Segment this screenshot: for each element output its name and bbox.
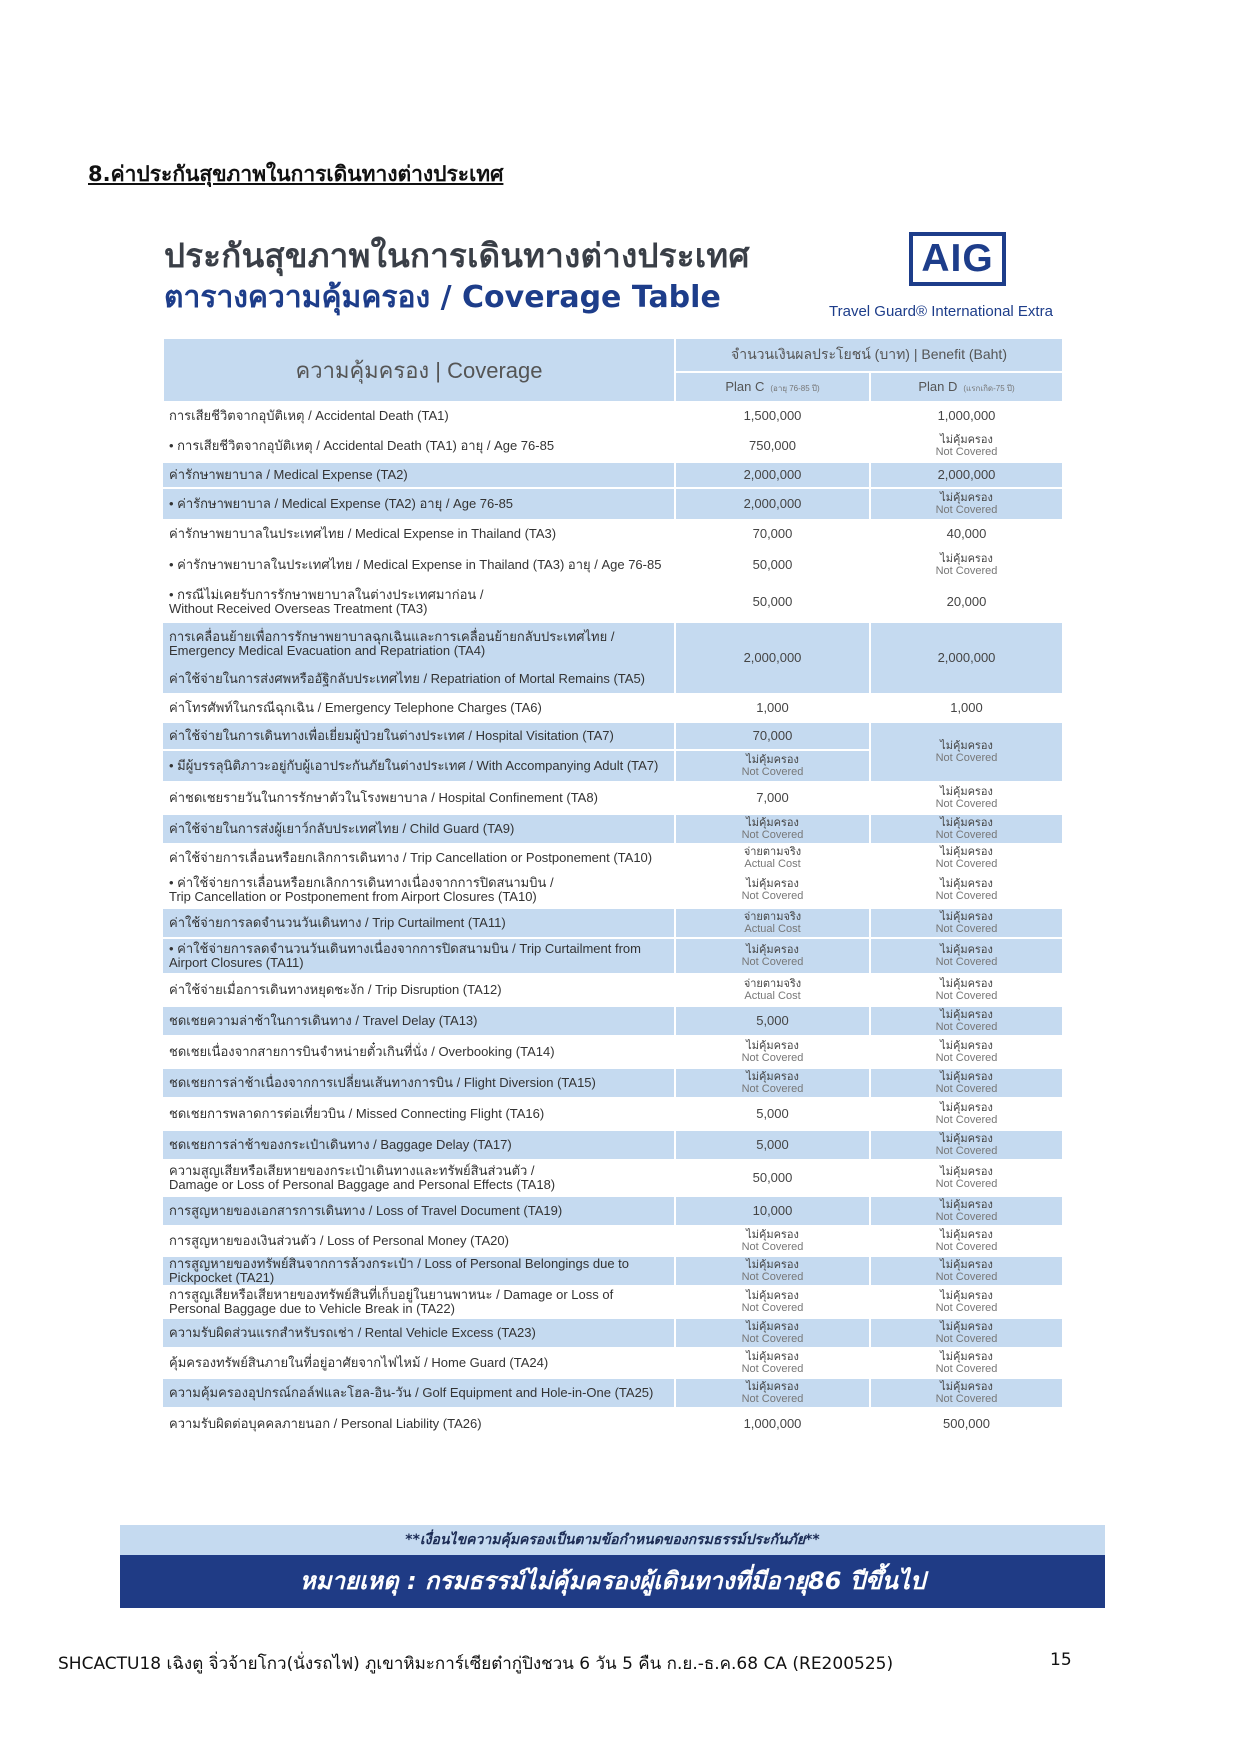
benefit-status: ไม่คุ้มครอง — [940, 878, 993, 890]
plan-c-value — [675, 1318, 870, 1348]
coverage-label — [163, 1160, 675, 1196]
plan-d-value — [870, 1098, 1063, 1130]
benefit-status: ไม่คุ้มครอง — [940, 434, 993, 446]
coverage-label-text: การเคลื่อนย้ายเพื่อการรักษาพยาบาลฉุกเฉินและการเคลื่อนย้ายกลับประเทศไทย / — [169, 629, 615, 644]
coverage-label-text: ค่าโทรศัพท์ในกรณีฉุกเฉิน / Emergency Telephone Charges (TA6) — [169, 700, 542, 715]
plan-d-value — [870, 1348, 1063, 1378]
title-block — [164, 236, 750, 320]
benefit-status: ไม่คุ้มครอง — [940, 817, 993, 829]
plan-d-value — [870, 722, 1063, 782]
plan-d-value: 1,000,000 — [870, 402, 1063, 430]
coverage-label — [163, 1256, 675, 1286]
benefit-status: ไม่คุ้มครอง — [940, 1199, 993, 1211]
benefit-status: ไม่คุ้มครอง — [746, 1351, 799, 1363]
coverage-label — [163, 430, 675, 462]
benefit-status: ไม่คุ้มครอง — [940, 1071, 993, 1083]
coverage-label-text: ความสูญเสียหรือเสียหายของกระเป๋าเดินทางและทรัพย์สินส่วนตัว / — [169, 1163, 535, 1178]
benefit-status-en: Not Covered — [935, 565, 998, 577]
benefit-status-en: Not Covered — [741, 1363, 804, 1375]
benefit-status-en: Not Covered — [741, 1241, 804, 1253]
plan-c-value: 5,000 — [675, 1130, 870, 1160]
coverage-label-text: Damage or Loss of Personal Baggage and Personal Effects (TA18) — [169, 1177, 556, 1192]
table-row — [163, 974, 1063, 1006]
table-row — [163, 1226, 1063, 1256]
plan-c-value: 70,000 — [675, 722, 870, 750]
coverage-label-text: ค่ารักษาพยาบาลในประเทศไทย / Medical Expense in Thailand (TA3) — [169, 526, 557, 541]
coverage-label — [163, 1098, 675, 1130]
table-row — [163, 1068, 1063, 1098]
coverage-label-text: • ค่าใช้จ่ายการลดจำนวนวันเดินทางเนื่องจากการปิดสนามบิน / Trip Curtailment from — [169, 941, 641, 956]
coverage-label-text: Without Received Overseas Treatment (TA3) — [169, 601, 428, 616]
table-row — [163, 1196, 1063, 1226]
plan-d-value — [870, 872, 1063, 908]
table-row — [163, 1408, 1063, 1440]
coverage-label — [163, 750, 675, 782]
table-row — [163, 694, 1063, 722]
coverage-label — [163, 814, 675, 844]
coverage-label — [163, 488, 675, 520]
coverage-label — [163, 782, 675, 814]
coverage-label — [163, 582, 675, 622]
plan-c-value — [675, 908, 870, 938]
plan-d-value — [870, 1226, 1063, 1256]
header-plan-c — [675, 372, 870, 402]
benefit-status-en: Not Covered — [741, 1083, 804, 1095]
benefit-status-en: Not Covered — [935, 990, 998, 1002]
benefit-status-en: Not Covered — [935, 1021, 998, 1033]
plan-d-value — [870, 1318, 1063, 1348]
benefit-status: ไม่คุ้มครอง — [746, 1040, 799, 1052]
plan-c-value — [675, 1036, 870, 1068]
plan-c-value: 1,000,000 — [675, 1408, 870, 1440]
benefit-status-en: Not Covered — [935, 1393, 998, 1405]
plan-d-value — [870, 908, 1063, 938]
coverage-label — [163, 1286, 675, 1318]
benefit-status: ไม่คุ้มครอง — [940, 1229, 993, 1241]
plan-d-value — [870, 1196, 1063, 1226]
plan-d-value — [870, 814, 1063, 844]
coverage-label-text: ค่าใช้จ่ายการเลื่อนหรือยกเลิกการเดินทาง / Trip Cancellation or Postponement (TA10) — [169, 850, 653, 865]
coverage-label — [163, 1408, 675, 1440]
benefit-status-en: Not Covered — [935, 890, 998, 902]
coverage-table-body — [163, 402, 1063, 1440]
benefit-status-en: Not Covered — [935, 829, 998, 841]
plan-d-value — [870, 1130, 1063, 1160]
coverage-label — [163, 844, 675, 872]
coverage-label-text: ค่าใช้จ่ายในการส่งผู้เยาว์กลับประเทศไทย / Child Guard (TA9) — [169, 821, 515, 836]
plan-c-value: 70,000 — [675, 520, 870, 548]
coverage-label-text: ค่าใช้จ่ายในการส่งศพหรืออัฐิกลับประเทศไทย / Repatriation of Mortal Remains (TA5) — [169, 671, 645, 686]
table-row — [163, 908, 1063, 938]
plan-c-value — [675, 974, 870, 1006]
plan-d-value: 2,000,000 — [870, 462, 1063, 488]
benefit-status: จ่ายตามจริง — [743, 978, 802, 990]
benefit-status-en: Not Covered — [935, 1083, 998, 1095]
plan-c-value — [675, 1378, 870, 1408]
benefit-status: ไม่คุ้มครอง — [940, 1259, 993, 1271]
coverage-label — [163, 722, 675, 750]
coverage-label-text: การสูญหายของทรัพย์สินจากการล้วงกระเป๋า / Loss of Personal Belongings due to — [169, 1256, 630, 1271]
coverage-label-text: การสูญหายของเงินส่วนตัว / Loss of Personal Money (TA20) — [169, 1233, 509, 1248]
plan-d-value — [870, 1068, 1063, 1098]
header-benefit: จำนวนเงินผลประโยชน์ (บาท) | Benefit (Baht) — [675, 338, 1063, 372]
plan-d-value — [870, 548, 1063, 582]
coverage-label-text: Trip Cancellation or Postponement from Airport Closures (TA10) — [169, 889, 537, 904]
benefit-status-en: Not Covered — [935, 1114, 998, 1126]
plan-d-value — [870, 1036, 1063, 1068]
benefit-status-en: Not Covered — [741, 829, 804, 841]
benefit-status-en: Not Covered — [935, 1241, 998, 1253]
benefit-status: ไม่คุ้มครอง — [940, 1381, 993, 1393]
plan-d-value — [870, 938, 1063, 974]
coverage-label-text: การสูญหายของเอกสารการเดินทาง / Loss of Travel Document (TA19) — [169, 1203, 563, 1218]
benefit-status: ไม่คุ้มครอง — [940, 492, 993, 504]
age-limit-banner: หมายเหตุ : กรมธรรม์ไม่คุ้มครองผู้เดินทางที่มีอายุ86 ปีขึ้นไป — [120, 1555, 1105, 1608]
benefit-status: ไม่คุ้มครอง — [746, 1229, 799, 1241]
coverage-label-text: ชดเชยเนื่องจากสายการบินจำหน่ายตั๋วเกินที่นั่ง / Overbooking (TA14) — [169, 1044, 555, 1059]
plan-c-value: 50,000 — [675, 1160, 870, 1196]
table-row — [163, 722, 1063, 750]
plan-c-value — [675, 1068, 870, 1098]
coverage-label — [163, 1130, 675, 1160]
plan-d-value — [870, 1006, 1063, 1036]
coverage-label — [163, 1348, 675, 1378]
plan-d-value: 20,000 — [870, 582, 1063, 622]
benefit-status-en: Not Covered — [741, 956, 804, 968]
benefit-status: จ่ายตามจริง — [743, 911, 802, 923]
benefit-status: ไม่คุ้มครอง — [746, 754, 799, 766]
benefit-status: ไม่คุ้มครอง — [940, 740, 993, 752]
benefit-status-en: Not Covered — [935, 1333, 998, 1345]
plan-c-value — [675, 872, 870, 908]
benefit-status: ไม่คุ้มครอง — [746, 1381, 799, 1393]
plan-d-value: 1,000 — [870, 694, 1063, 722]
plan-d-note: (แรกเกิด-75 ปี) — [963, 384, 1015, 393]
benefit-status: ไม่คุ้มครอง — [940, 553, 993, 565]
table-row — [163, 1378, 1063, 1408]
benefit-status-en: Not Covered — [935, 752, 998, 764]
benefit-status-en: Not Covered — [935, 1178, 998, 1190]
benefit-status: ไม่คุ้มครอง — [940, 944, 993, 956]
table-row — [163, 1036, 1063, 1068]
table-row — [163, 488, 1063, 520]
benefit-status-en: Not Covered — [935, 1052, 998, 1064]
plan-c-value: 2,000,000 — [675, 622, 870, 694]
coverage-label-text: ชดเชยความล่าช้าในการเดินทาง / Travel Delay (TA13) — [169, 1013, 478, 1028]
page-footer: SHCACTU18 เฉิงตู จิ่วจ้ายโกว(นั่งรถไฟ) ภูเขาหิมะการ์เซียต๋ากู่ปิงชวน 6 วัน 5 คืน ก.ย.-ธ.ค.68 CA (RE200525) — [58, 1654, 894, 1674]
page-number: 15 — [1050, 1650, 1072, 1670]
benefit-status-en: Not Covered — [741, 1393, 804, 1405]
policy-conditions-note: **เงื่อนไขความคุ้มครองเป็นตามข้อกำหนดของกรมธรรม์ประกันภัย** — [120, 1525, 1105, 1555]
coverage-label — [163, 548, 675, 582]
benefit-status: ไม่คุ้มครอง — [940, 846, 993, 858]
coverage-label-text: Airport Closures (TA11) — [169, 955, 304, 970]
coverage-label — [163, 462, 675, 488]
coverage-label — [163, 1378, 675, 1408]
plan-c-value — [675, 844, 870, 872]
benefit-status: ไม่คุ้มครอง — [746, 878, 799, 890]
benefit-status: จ่ายตามจริง — [743, 846, 802, 858]
coverage-label-text: ชดเชยการล่าช้าเนื่องจากการเปลี่ยนเส้นทางการบิน / Flight Diversion (TA15) — [169, 1075, 596, 1090]
plan-d-value — [870, 1160, 1063, 1196]
table-row — [163, 548, 1063, 582]
plan-c-label: Plan C — [725, 379, 765, 394]
header-coverage: ความคุ้มครอง | Coverage — [163, 338, 675, 402]
table-row — [163, 814, 1063, 844]
benefit-status-en: Actual Cost — [744, 858, 801, 870]
table-row — [163, 782, 1063, 814]
benefit-status: ไม่คุ้มครอง — [940, 1351, 993, 1363]
plan-c-value: 2,000,000 — [675, 462, 870, 488]
plan-c-value: 50,000 — [675, 548, 870, 582]
benefit-status-en: Not Covered — [741, 766, 804, 778]
table-row — [163, 1130, 1063, 1160]
coverage-label-text: • มีผู้บรรลุนิติภาวะอยู่กับผู้เอาประกันภัยในต่างประเทศ / With Accompanying Adult (TA7) — [169, 758, 659, 773]
benefit-status: ไม่คุ้มครอง — [940, 1102, 993, 1114]
plan-d-value — [870, 430, 1063, 462]
coverage-label-text: ชดเชยการพลาดการต่อเที่ยวบิน / Missed Connecting Flight (TA16) — [169, 1106, 545, 1121]
benefit-status: ไม่คุ้มครอง — [746, 817, 799, 829]
plan-d-value — [870, 782, 1063, 814]
coverage-label — [163, 1226, 675, 1256]
coverage-table — [162, 337, 1064, 1441]
plan-c-value: 10,000 — [675, 1196, 870, 1226]
coverage-label-text: ความรับผิดต่อบุคคลภายนอก / Personal Liability (TA26) — [169, 1416, 482, 1431]
plan-d-value — [870, 844, 1063, 872]
coverage-label-text: • การเสียชีวิตจากอุบัติเหตุ / Accidental Death (TA1) อายุ / Age 76-85 — [169, 438, 555, 453]
plan-d-value — [870, 974, 1063, 1006]
coverage-label-text: • ค่ารักษาพยาบาล / Medical Expense (TA2) อายุ / Age 76-85 — [169, 496, 514, 511]
benefit-status: ไม่คุ้มครอง — [940, 1166, 993, 1178]
coverage-label — [163, 1068, 675, 1098]
benefit-status: ไม่คุ้มครอง — [746, 1071, 799, 1083]
table-row — [163, 1286, 1063, 1318]
plan-c-value: 750,000 — [675, 430, 870, 462]
coverage-label-text: • ค่าใช้จ่ายการเลื่อนหรือยกเลิกการเดินทางเนื่องจากการปิดสนามบิน / — [169, 875, 554, 890]
benefit-status-en: Not Covered — [935, 956, 998, 968]
plan-c-value — [675, 1286, 870, 1318]
coverage-label-text: การเสียชีวิตจากอุบัติเหตุ / Accidental Death (TA1) — [169, 408, 449, 423]
plan-c-value: 1,500,000 — [675, 402, 870, 430]
table-row — [163, 462, 1063, 488]
coverage-label-text: ค่าใช้จ่ายในการเดินทางเพื่อเยี่ยมผู้ป่วยในต่างประเทศ / Hospital Visitation (TA7) — [169, 728, 614, 743]
plan-c-value — [675, 938, 870, 974]
plan-d-value: 2,000,000 — [870, 622, 1063, 694]
coverage-label-text: Pickpocket (TA21) — [169, 1270, 275, 1285]
benefit-status-en: Not Covered — [935, 923, 998, 935]
benefit-status-en: Not Covered — [935, 1271, 998, 1283]
plan-c-value: 5,000 — [675, 1098, 870, 1130]
benefit-status-en: Not Covered — [935, 1302, 998, 1314]
plan-c-value: 50,000 — [675, 582, 870, 622]
benefit-status: ไม่คุ้มครอง — [746, 1259, 799, 1271]
benefit-status: ไม่คุ้มครอง — [746, 944, 799, 956]
table-row — [163, 1318, 1063, 1348]
benefit-status: ไม่คุ้มครอง — [940, 911, 993, 923]
coverage-label — [163, 694, 675, 722]
coverage-label-text: • ค่ารักษาพยาบาลในประเทศไทย / Medical Expense in Thailand (TA3) อายุ / Age 76-85 — [169, 557, 662, 572]
coverage-label — [163, 974, 675, 1006]
plan-d-value — [870, 1256, 1063, 1286]
benefit-status: ไม่คุ้มครอง — [940, 786, 993, 798]
coverage-label — [163, 402, 675, 430]
benefit-status: ไม่คุ้มครอง — [940, 1133, 993, 1145]
benefit-status-en: Actual Cost — [744, 923, 801, 935]
benefit-status: ไม่คุ้มครอง — [746, 1321, 799, 1333]
plan-c-value — [675, 1256, 870, 1286]
coverage-label-text: ค่ารักษาพยาบาล / Medical Expense (TA2) — [169, 467, 408, 482]
benefit-status-en: Not Covered — [935, 1363, 998, 1375]
benefit-status: ไม่คุ้มครอง — [940, 1040, 993, 1052]
coverage-label — [163, 622, 675, 694]
plan-d-value — [870, 1286, 1063, 1318]
benefit-status-en: Not Covered — [741, 1271, 804, 1283]
plan-c-value — [675, 1226, 870, 1256]
coverage-label-text: การสูญเสียหรือเสียหายของทรัพย์สินที่เก็บอยู่ในยานพาหนะ / Damage or Loss of — [169, 1287, 614, 1302]
coverage-label — [163, 872, 675, 908]
table-row — [163, 430, 1063, 462]
table-row — [163, 402, 1063, 430]
plan-d-label: Plan D — [918, 379, 958, 394]
plan-c-value: 1,000 — [675, 694, 870, 722]
plan-c-value: 7,000 — [675, 782, 870, 814]
benefit-status: ไม่คุ้มครอง — [940, 1009, 993, 1021]
table-row — [163, 1256, 1063, 1286]
table-row — [163, 1160, 1063, 1196]
benefit-status-en: Not Covered — [935, 446, 998, 458]
benefit-status: ไม่คุ้มครอง — [746, 1290, 799, 1302]
coverage-label — [163, 1006, 675, 1036]
benefit-status-en: Not Covered — [935, 798, 998, 810]
benefit-status-en: Not Covered — [741, 1302, 804, 1314]
section-heading: 8.ค่าประกันสุขภาพในการเดินทางต่างประเทศ — [88, 162, 504, 186]
table-row — [163, 938, 1063, 974]
table-row — [163, 582, 1063, 622]
coverage-label-text: Emergency Medical Evacuation and Repatriation (TA4) — [169, 643, 486, 658]
coverage-label-text: ค่าชดเชยรายวันในการรักษาตัวในโรงพยาบาล / Hospital Confinement (TA8) — [169, 790, 598, 805]
coverage-label-text: คุ้มครองทรัพย์สินภายในที่อยู่อาศัยจากไฟไหม้ / Home Guard (TA24) — [169, 1355, 549, 1370]
plan-c-note: (อายุ 76-85 ปี) — [770, 384, 820, 393]
plan-c-value — [675, 750, 870, 782]
table-row — [163, 1348, 1063, 1378]
coverage-label — [163, 1196, 675, 1226]
benefit-status-en: Not Covered — [935, 504, 998, 516]
benefit-status-en: Not Covered — [935, 1211, 998, 1223]
plan-d-value: 500,000 — [870, 1408, 1063, 1440]
coverage-label-text: ความคุ้มครองอุปกรณ์กอล์ฟและโฮล-อิน-วัน / Golf Equipment and Hole-in-One (TA25) — [169, 1385, 654, 1400]
title-coverage-table: ตารางความคุ้มครอง / Coverage Table — [164, 280, 721, 315]
benefit-status: ไม่คุ้มครอง — [940, 1321, 993, 1333]
coverage-label-text: ชดเชยการล่าช้าของกระเป๋าเดินทาง / Baggage Delay (TA17) — [169, 1137, 512, 1152]
header-plan-d — [870, 372, 1063, 402]
plan-d-value — [870, 488, 1063, 520]
plan-c-value — [675, 814, 870, 844]
aig-logo: AIG — [909, 232, 1006, 286]
benefit-status-en: Not Covered — [741, 890, 804, 902]
table-row — [163, 844, 1063, 872]
table-row — [163, 1098, 1063, 1130]
benefit-status-en: Not Covered — [741, 1052, 804, 1064]
coverage-label — [163, 938, 675, 974]
plan-d-value: 40,000 — [870, 520, 1063, 548]
benefit-status: ไม่คุ้มครอง — [940, 978, 993, 990]
coverage-label-text: Personal Baggage due to Vehicle Break in (TA22) — [169, 1301, 455, 1316]
coverage-label-text: ค่าใช้จ่ายการลดจำนวนวันเดินทาง / Trip Curtailment (TA11) — [169, 915, 506, 930]
coverage-label-text: • กรณีไม่เคยรับการรักษาพยาบาลในต่างประเทศมาก่อน / — [169, 587, 484, 602]
coverage-label — [163, 908, 675, 938]
coverage-label-text: ความรับผิดส่วนแรกสำหรับรถเช่า / Rental Vehicle Excess (TA23) — [169, 1325, 536, 1340]
benefit-status-en: Not Covered — [741, 1333, 804, 1345]
benefit-status-en: Not Covered — [935, 858, 998, 870]
plan-c-value: 5,000 — [675, 1006, 870, 1036]
coverage-label — [163, 1036, 675, 1068]
plan-c-value — [675, 1348, 870, 1378]
benefit-status: ไม่คุ้มครอง — [940, 1290, 993, 1302]
benefit-status-en: Not Covered — [935, 1145, 998, 1157]
table-row — [163, 622, 1063, 694]
table-row — [163, 872, 1063, 908]
benefit-status-en: Actual Cost — [744, 990, 801, 1002]
coverage-label-text: ค่าใช้จ่ายเมื่อการเดินทางหยุดชะงัก / Trip Disruption (TA12) — [169, 982, 502, 997]
table-row — [163, 520, 1063, 548]
coverage-label — [163, 1318, 675, 1348]
aig-logo-subtitle: Travel Guard® International Extra — [829, 303, 1053, 320]
title-thai: ประกันสุขภาพในการเดินทางต่างประเทศ — [164, 236, 750, 275]
coverage-label — [163, 520, 675, 548]
plan-d-value — [870, 1378, 1063, 1408]
plan-c-value: 2,000,000 — [675, 488, 870, 520]
table-row — [163, 1006, 1063, 1036]
